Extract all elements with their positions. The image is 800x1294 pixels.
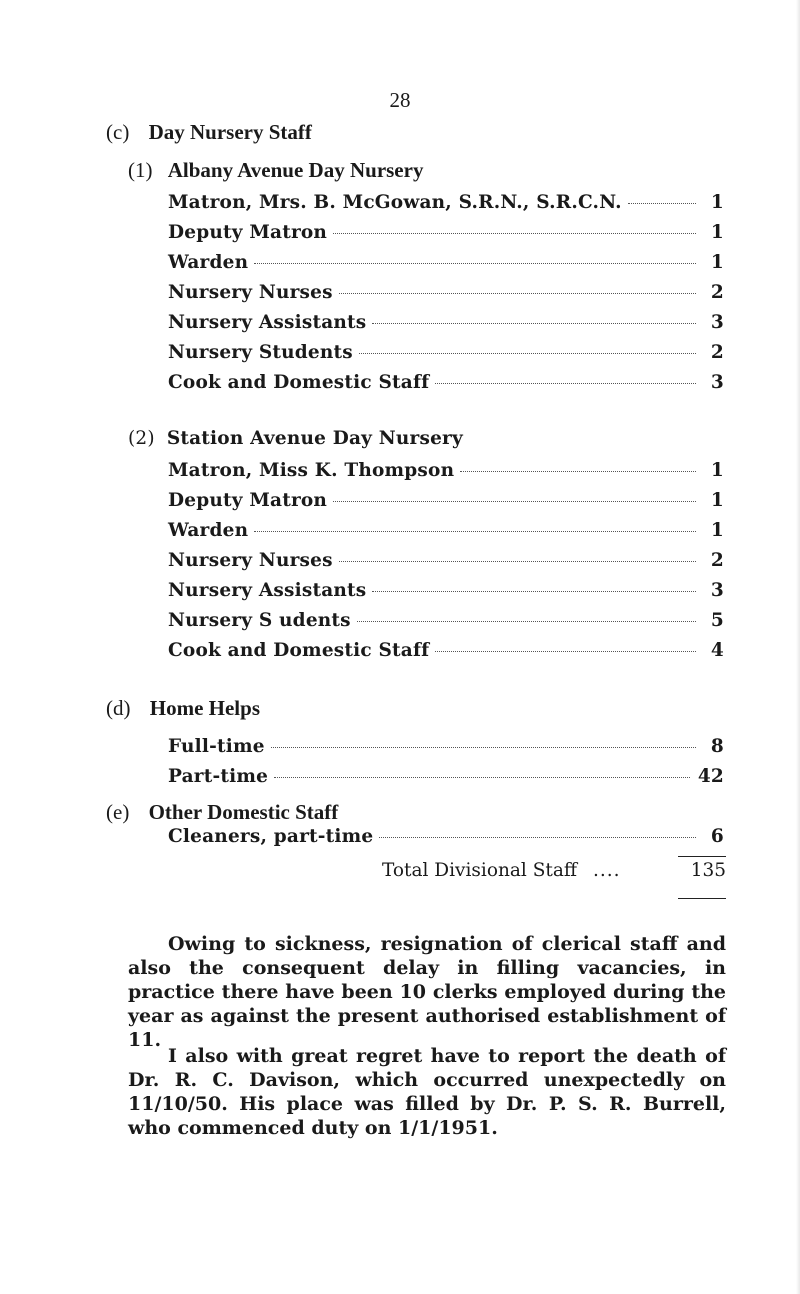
list-item	[168, 640, 724, 661]
leader-dots	[274, 777, 690, 778]
section-e-title: Other Domestic Staff	[148, 800, 339, 824]
section-c-heading	[106, 120, 312, 145]
total-rule-top	[678, 856, 726, 857]
row-value: 8	[710, 736, 724, 757]
row-label: Warden	[168, 252, 249, 273]
row-label: Nursery Assistants	[168, 312, 367, 333]
row-value: 1	[710, 222, 724, 243]
leader-dots	[339, 293, 696, 294]
row-label: Full-time	[168, 736, 265, 757]
row-label: Matron, Mrs. B. McGowan, S.R.N., S.R.C.N.	[168, 192, 622, 213]
list-item	[168, 520, 724, 541]
paragraph-clerical-staff: Owing to sickness, resignation of clerical staff and also the consequent delay in filling vacancies, in practice there have been 10 clerks employed during the year as against the present authorised establishment of 11.	[128, 933, 726, 1051]
row-label: Cook and Domestic Staff	[168, 640, 430, 661]
section-e-letter: (e)	[106, 800, 130, 824]
row-label: Nursery Assistants	[168, 580, 367, 601]
row-label: Deputy Matron	[168, 490, 328, 511]
page-edge-shadow	[796, 0, 800, 1294]
list-item	[168, 372, 724, 393]
leader-dots	[254, 531, 696, 532]
list-item	[168, 252, 724, 273]
row-value: 2	[710, 282, 724, 303]
leader-dots	[372, 323, 696, 324]
section-c-letter: (c)	[106, 120, 130, 144]
row-value: 3	[710, 372, 724, 393]
leader-dots	[372, 591, 696, 592]
paragraph-death-notice: I also with great regret have to report the death of Dr. R. C. Davison, which occurred unexpectedly on 11/10/50. His place was filled by Dr. P. S. R. Burrell, who commenced duty on 1/1/1951.	[128, 1045, 726, 1139]
row-value: 2	[710, 342, 724, 363]
section-d-letter: (d)	[106, 696, 131, 720]
nursery-2-title: Station Avenue Day Nursery	[166, 428, 463, 449]
section-d-title: Home Helps	[149, 696, 260, 720]
row-label: Cleaners, part-time	[168, 826, 374, 847]
total-rule-bottom	[678, 898, 726, 899]
leader-dots	[460, 471, 696, 472]
leader-dots	[357, 621, 696, 622]
row-label: Nursery Nurses	[168, 282, 333, 303]
leader-dots	[359, 353, 696, 354]
row-label: Part-time	[168, 766, 269, 787]
row-label: Matron, Miss K. Thompson	[168, 460, 455, 481]
row-value: 4	[710, 640, 724, 661]
row-value: 42	[697, 766, 724, 787]
total-value: 135	[690, 860, 726, 881]
list-item	[168, 342, 724, 363]
leader-dots	[339, 561, 696, 562]
leader-dots	[379, 837, 696, 838]
nursery-2-number: (2)	[128, 428, 155, 449]
list-item	[168, 490, 724, 511]
row-label: Deputy Matron	[168, 222, 328, 243]
page-number: 28	[389, 88, 411, 112]
list-item	[168, 282, 724, 303]
row-value: 5	[710, 610, 724, 631]
leader-dots	[271, 747, 696, 748]
row-value: 3	[710, 312, 724, 333]
leader-dots	[435, 651, 696, 652]
row-value: 1	[710, 192, 724, 213]
nursery-1-title: Albany Avenue Day Nursery	[167, 158, 424, 182]
total-label: Total Divisional Staff	[382, 860, 577, 881]
leader-dots	[333, 501, 696, 502]
list-item	[168, 580, 724, 601]
section-e-heading	[106, 800, 338, 825]
row-label: Nursery Students	[168, 342, 353, 363]
nursery-2-heading	[128, 428, 528, 449]
row-value: 3	[710, 580, 724, 601]
row-value: 1	[710, 520, 724, 541]
row-label: Nursery Nurses	[168, 550, 333, 571]
list-item	[168, 766, 724, 787]
leader-dots	[333, 233, 696, 234]
list-item	[168, 222, 724, 243]
list-item	[168, 736, 724, 757]
total-dots: ....	[593, 860, 621, 881]
leader-dots	[435, 383, 696, 384]
list-item	[168, 826, 724, 847]
row-value: 6	[710, 826, 724, 847]
row-label: Cook and Domestic Staff	[168, 372, 430, 393]
leader-dots	[254, 263, 696, 264]
row-value: 1	[710, 490, 724, 511]
list-item	[168, 610, 724, 631]
list-item	[168, 460, 724, 481]
section-d-heading	[106, 696, 260, 721]
total-row	[382, 860, 726, 881]
row-value: 1	[710, 460, 724, 481]
nursery-1-heading	[128, 158, 423, 183]
row-value: 1	[710, 252, 724, 273]
list-item	[168, 550, 724, 571]
row-label: Warden	[168, 520, 249, 541]
leader-dots	[628, 203, 696, 204]
list-item	[168, 312, 724, 333]
row-label: Nursery S udents	[168, 610, 351, 631]
nursery-1-number: (1)	[128, 158, 153, 182]
row-value: 2	[710, 550, 724, 571]
section-c-title: Day Nursery Staff	[148, 120, 312, 144]
list-item	[168, 192, 724, 213]
